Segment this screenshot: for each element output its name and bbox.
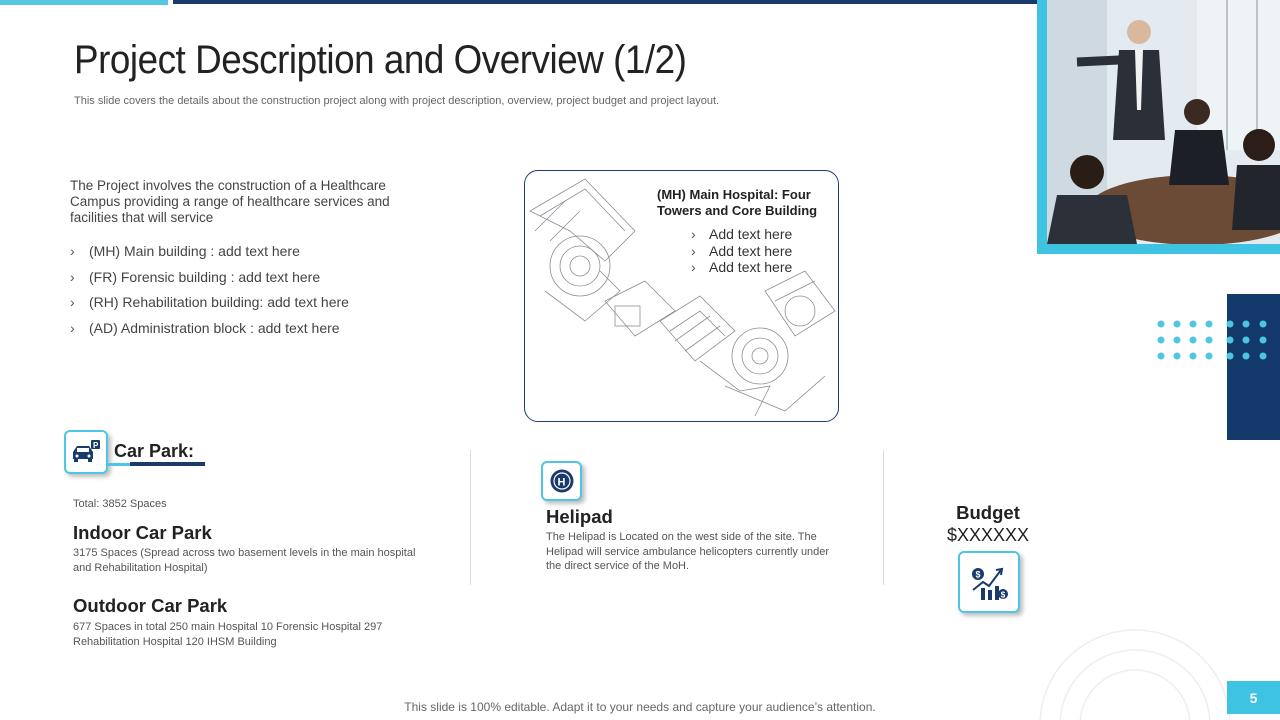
title-underline-light [106, 463, 130, 466]
svg-text:$: $ [1000, 590, 1006, 600]
helipad-title: Helipad [546, 506, 613, 527]
budget-title: Budget [956, 502, 1020, 523]
helipad-text: The Helipad is Located on the west side of the site. The Helipad will service ambulance helicopters currently under the direct service of the MoH. [546, 531, 830, 572]
car-park-total: Total: 3852 Spaces [73, 498, 167, 510]
chevron-right-icon: › [70, 319, 75, 336]
project-intro-text: The Project involves the construction of a Healthcare Campus providing a range of healthcare services and facilities that will service [70, 178, 390, 225]
list-item: › (RH) Rehabilitation building: add text here [70, 292, 430, 318]
car-park-title: Car Park: [114, 441, 195, 461]
column-divider [883, 450, 884, 585]
list-item: › Add text here [691, 259, 793, 275]
outdoor-car-park-title: Outdoor Car Park [73, 595, 228, 616]
indoor-car-park-title: Indoor Car Park [73, 522, 212, 543]
chevron-right-icon: › [70, 294, 75, 310]
svg-text:P: P [93, 441, 99, 450]
main-hospital-title: (MH) Main Hospital: Four Towers and Core Building [657, 187, 818, 218]
svg-text:H: H [557, 476, 565, 489]
top-accent-bar-light [0, 0, 168, 5]
chevron-right-icon: › [691, 242, 696, 259]
main-hospital-list [691, 226, 792, 276]
chevron-right-icon: › [691, 259, 696, 275]
page-number: 5 [1227, 681, 1280, 714]
title-underline-dark [130, 462, 205, 466]
outdoor-car-park-text: 677 Spaces in total 250 main Hospital 10 Forensic Hospital 297 Rehabilitation Hospital 120 IHSM Building [73, 621, 383, 648]
list-item: › Add text here [691, 226, 793, 242]
building-list [70, 241, 430, 343]
budget-chart-icon [958, 551, 1020, 613]
car-parking-icon [64, 430, 108, 474]
list-item: › (AD) Administration block : add text here [70, 318, 430, 344]
page-subtitle: This slide covers the details about the construction project along with project description, overview, project budget and project layout. [74, 95, 720, 107]
list-item: › (FR) Forensic building : add text here [70, 267, 430, 293]
meeting-photo [1047, 0, 1280, 244]
list-item: › Add text here [691, 242, 793, 259]
svg-text:$: $ [975, 569, 981, 580]
indoor-car-park-text: 3175 Spaces (Spread across two basement levels in the main hospital and Rehabilitation Hospital) [73, 547, 416, 574]
project-layout-card [524, 170, 839, 422]
budget-value: $XXXXXX [946, 525, 1030, 545]
page-title: Project Description and Overview (1/2) [74, 38, 687, 82]
navy-decor-block [1227, 294, 1280, 440]
chevron-right-icon: › [70, 243, 75, 259]
footer-note: This slide is 100% editable. Adapt it to your needs and capture your audience’s attention. [404, 700, 876, 714]
list-item: › (MH) Main building : add text here [70, 241, 430, 267]
chevron-right-icon: › [691, 226, 696, 242]
column-divider [470, 450, 471, 585]
top-accent-bar-dark [173, 0, 1038, 4]
chevron-right-icon: › [70, 268, 75, 285]
helipad-icon [541, 461, 582, 501]
dot-grid-decor [1156, 318, 1276, 362]
